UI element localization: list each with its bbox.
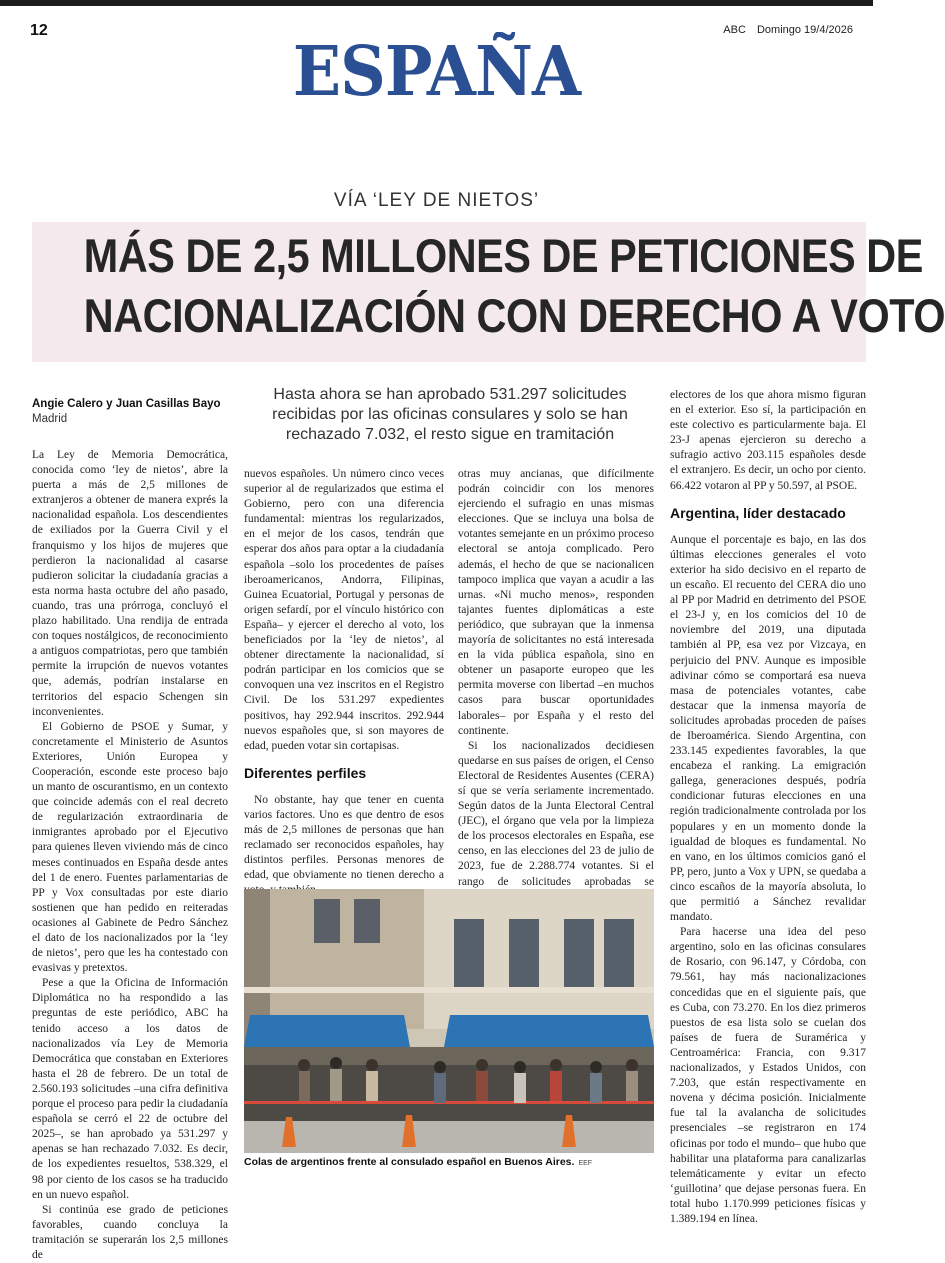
paragraph: Si los nacionalizados decidiesen quedarse en sus países de origen, el Censo Electoral de Residentes Ausentes (CERA) sí que se vería seriamente incrementado. Según datos de la Junta Electoral Central (JEC), el órgano que vela por la limpieza de los procesos electorales en España, ese censo, en las elecciones del 23 de julio de 2023, fue de 2.288.774 votantes. Si el rango de solicitudes aprobadas se (458, 739, 654, 888)
article-column-1 (32, 448, 228, 1263)
subheading-perfiles: Diferentes perfiles (244, 764, 367, 781)
headline-line-2: NACIONALIZACIÓN CON DERECHO A VOTO (83, 289, 945, 342)
top-rule (0, 0, 873, 6)
section-title: ESPAÑA (292, 32, 581, 112)
consulate-photo (244, 889, 654, 1153)
paragraph: nuevos españoles. Un número cinco veces superior al de regularizados que estima el Gobierno, pero con una diferencia fundamental: mientras los regularizados, en el mejor de los casos, tendrán que esperar dos años para optar a la ciudadanía española –solo los procedentes de países iberoamericanos, Andorra, Filipinas, Guinea Ecuatorial, Portugal y personas de origen sefardí, por el vínculo histórico con España– y ejercer el derecho al voto, los beneficiados por la ‘ley de nietos’, al obtener directamente la nacionalidad, sí podrán participar en los comicios que se convoquen una vez inscritos en el Registro Civil. De los 531.297 expedientes positivos, hay 292.944 inscritos. 292.944 nuevos españoles que, si son mayores de edad, pueden votar sin cortapisas. (244, 468, 444, 752)
photo-caption: Colas de argentinos frente al consulado español en Buenos Aires. (244, 1156, 575, 1168)
article-kicker: VÍA ‘LEY DE NIETOS’ (333, 190, 540, 211)
article-subheadline: Hasta ahora se han aprobado 531.297 solicitudes recibidas por las oficinas consulares y solo se han rechazado 7.032, el resto sigue en tramitación (272, 386, 628, 443)
byline (32, 397, 252, 427)
byline-location: Madrid (32, 413, 68, 425)
page-number: 12 (30, 22, 48, 39)
subheading-argentina: Argentina, líder destacado (670, 504, 846, 521)
byline-authors: Angie Calero y Juan Casillas Bayo (32, 398, 221, 410)
paragraph: electores de los que ahora mismo figuran en el exterior. Eso sí, la participación en este colectivo es particularmente baja. El 23-J apenas ejercieron su derecho a sufragio activo 203.115 españoles desde el extranjero. Es decir, un ocho por ciento. 66.422 votaron al PP y 50.597, al PSOE. (670, 389, 866, 492)
photo-credit: EEF (578, 1160, 593, 1167)
publication-date: Domingo 19/4/2026 (756, 24, 853, 36)
paragraph: El Gobierno de PSOE y Sumar, y concretamente el Ministerio de Asuntos Exteriores, Unión Europea y Cooperación, esconde este proceso bajo un manto de oscurantismo, en un contexto que coincide además con el real decreto de regularización extraordinaria de inmigrantes aprobado por el Ejecutivo para quienes lleven viviendo más de cinco meses continuados en España desde antes del 1 de enero. Fuentes parlamentarias de PP y Vox consultadas por este diario sostienen que han pedido en reiteradas ocasiones al Gabinete de Pedro Sánchez el dato de los nacionalizados por la ‘ley de nietos’, pero que les ha contestado con evasivas y pretextos. (32, 720, 228, 975)
paragraph: No obstante, hay que tener en cuenta varios factores. Uno es que dentro de esos más de 2,5 millones de personas que han reclamado ser reconocidos españoles, hay distintos perfiles. Personas menores de edad, que obviamente no tienen derecho a (244, 793, 444, 882)
article-headline (83, 226, 945, 346)
photo-caption-block (244, 1156, 664, 1168)
headline-line-1: MÁS DE 2,5 MILLONES DE PETICIONES DE (83, 229, 923, 282)
paragraph: Si continúa ese grado de peticiones favorables, cuando concluya la tramitación se superarán los 2,5 millones de (32, 1203, 228, 1261)
paragraph: otras muy ancianas, que difícilmente podrán coincidir con los menores ejerciendo el sufragio en unas mismas elecciones. Que se incluya una bolsa de votantes semejante en un próximo proceso electoral se antoja complicado. Pero además, el hecho de que se nacionalicen tampoco implica que vayan a acudir a las urnas. «Ni mucho menos», responden tajantes fuentes diplomáticas a este periódico, que subrayan que la inmensa mayoría de solicitantes no está interesada en la vida pública española, sino en obtener un pasaporte europeo que les permita moverse con libertad –en muchos casos para buscar oportunidades laborales– por España y el resto del continente. (458, 468, 654, 737)
paragraph: La Ley de Memoria Democrática, conocida como ‘ley de nietos’, abre la puerta a más de 2,5 millones de extranjeros a obtener de manera exprés la nacionalidad española. Los descendientes de exiliados por la Guerra Civil y el franquismo y los hijos de mujeres que perdieron la nacionalidad al casarse pudieron solicitar la ciudadanía gracias a esta norma hasta octubre del año pasado, cuando, tras una prórroga, concluyó el plazo habilitado. Una rendija de entrada con toques nostálgicos, de reconocimiento a antiguos compatriotas, pero que también permite la irrupción de nuevos votantes que, además, podrían instalarse en territorios del espacio Schengen sin inconvenientes. (32, 449, 228, 718)
paragraph: Pese a que la Oficina de Información Diplomática no ha respondido a las preguntas de este periódico, ABC ha tenido acceso a los datos de nacionalizados vía Ley de Memoria Democrática que constaban en Exteriores hasta el 28 de febrero. De un total de 2.560.193 solicitudes –una cifra definitiva porque el proceso para pedir la ciudadanía española se cerró el 22 de octubre del 2025–, se han aprobado ya 531.297 y apenas se han rechazado 7.032. Es decir, de los expedientes resueltos, 538.329, el 98 por ciento de los casos se ha traducido en un nuevo español. (32, 977, 228, 1201)
publication-name: ABC (723, 24, 746, 36)
article-column-4 (670, 388, 866, 1227)
article-column-3 (458, 467, 654, 920)
paragraph: Aunque el porcentaje es bajo, en las dos últimas elecciones generales el voto exterior ha sido decisivo en el reparto de un escaño. El recuento del CERA dio uno al PP por Madrid en detrimento del PSOE el 23-J y, en los comicios del 10 de noviembre del 2019, una diputada también al PP, esa vez por Vizcaya, en perjuicio del PNV. Aunque es imposible adivinar cómo se comportará esa nueva masa de potenciales votantes, cabe destacar que la inmensa mayoría de solicitudes aprobadas proceden de países de Iberoamérica. Siendo Argentina, con 233.145 expedientes favorables, la que encabeza el ranking. La emigración gallega, generaciones después, podría condicionar futuras elecciones en una región tradicionalmente controlada por los populares y en un momento donde la igualdad de bloques es fundamental. No en vano, en los últimos comicios ganó el PP, pero, junto a Vox y UPN, se quedaba a cinco escaños de la mayoría absoluta, lo que permitió a Sánchez revalidar mandato. (670, 533, 866, 924)
article-column-2 (244, 467, 444, 899)
paragraph: Para hacerse una idea del peso argentino, solo en las oficinas consulares de Rosario, con 96.147, y Córdoba, con 79.561, hay más nacionalizaciones concedidas que en el siguiente país, que es Cuba, con 73.270. En los diez primeros puestos de esa lista solo se cuelan dos países de fuera de Suramérica y Centroamérica: Francia, con 9.317 nacionalizados, y Estados Unidos, con 7.203, que están respectivamente en novena y décima posición. Inicialmente fue tal la avalancha de solicitudes presenciales –se registraron en 174 oficinas por todo el mundo– que hubo que habilitar una plataforma para canalizarlas telemáticamente y evitar un efecto ‘guillotina’ que dejase personas fuera. En total hubo 1.170.999 peticiones físicas y 1.389.194 en línea. (670, 926, 866, 1225)
